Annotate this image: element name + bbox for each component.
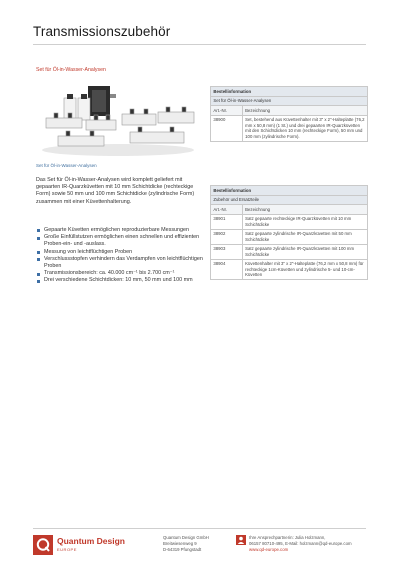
article-description: Küvettenhalter mit 3" x 2"-Halteplatte (76,2 mm x 50,8 mm) für rechteckige 1cm-Küvetten und zylindrische 5- und 10-cm-Küvetten: [242, 259, 367, 279]
table-row: [211, 214, 368, 229]
order-table-set: [210, 86, 368, 142]
address-line: Quantum Design GmbH: [163, 535, 209, 540]
product-photo: [38, 80, 198, 158]
website-link[interactable]: www.qd-europe.com: [249, 547, 289, 552]
table-column-headers: [211, 106, 368, 116]
table-subheader: Set für Öl-in-Wasser-Analysen: [211, 96, 368, 106]
table-header: Bestellinformation: [211, 87, 368, 97]
contact-icon: [236, 535, 246, 545]
article-number: 38904: [211, 259, 243, 279]
logo-brand-text: Quantum Design: [57, 536, 126, 546]
column-header-desc: Bezeichnung: [242, 205, 367, 215]
table-subheader: Zubehör und Ersatzteile: [211, 195, 368, 205]
list-item: Messung von leichtflüchtigen Proben: [36, 249, 208, 256]
article-number: 38903: [211, 244, 243, 259]
page-title: Transmissionszubehör: [33, 24, 171, 39]
article-number: 38901: [211, 214, 243, 229]
footer-divider: [33, 528, 366, 529]
article-description: Set, bestehend aus Küvettenhalter mit 3" x 2"-Halteplatte (76,2 mm x 50,8 mm) (1 St.) und drei gepaarten IR-Quarzküvetten mit den Schichtdicken 10 mm (rechteckige Form), 50 mm und 100 mm (zylindrische Form).: [242, 115, 367, 141]
table-header: Bestellinformation: [211, 186, 368, 196]
article-description: Satz gepaarte zylindrische IR-Quarzküvetten mit 100 mm Schichtdicke: [242, 244, 367, 259]
section-heading: Set für Öl-in-Wasser-Analysen: [36, 67, 106, 73]
table-row: [211, 229, 368, 244]
logo-subtext: EUROPE: [57, 547, 77, 552]
list-item: Verschlussstopfen verhindern das Verdampfen von leichtflüchtigen Proben: [36, 256, 208, 270]
contact-line: 06157 80710-495, E-Mail: holzmann@qd-europe.com: [249, 541, 352, 546]
table-row: [211, 244, 368, 259]
article-description: Satz gepaarte zylindrische IR-Quarzküvetten mit 50 mm Schichtdicke: [242, 229, 367, 244]
column-header-art: Art.-Nr.: [211, 205, 243, 215]
company-address: [163, 535, 209, 553]
table-column-headers: [211, 205, 368, 215]
table-row: [211, 115, 368, 141]
feature-list: [36, 227, 208, 285]
list-item: Große Einfüllstutzen ermöglichen einen schnellen und effizienten Proben-ein- und -auslass.: [36, 234, 208, 248]
table-subheader-row: [211, 195, 368, 205]
table-row: [211, 259, 368, 279]
list-item: Transmissionsbereich: ca. 40.000 cm⁻¹ bis 2.700 cm⁻¹: [36, 270, 208, 277]
article-number: 38900: [211, 115, 243, 141]
address-line: D-64319 Pfungstadt: [163, 547, 202, 552]
table-header-row: [211, 186, 368, 196]
order-table-accessories: [210, 185, 368, 280]
intro-paragraph: Das Set für Öl-in-Wasser-Analysen wird komplett geliefert mit gepaarten IR-Quarzküvetten mit 10 mm Schichtdicke (rechteckige Form) sowie 50 mm und 100 mm Schichtdicke (zylindrische Form) zusammen mit einer Küvettenhalterung.: [36, 177, 195, 205]
column-header-art: Art.-Nr.: [211, 106, 243, 116]
article-number: 38902: [211, 229, 243, 244]
photo-caption: Set für Öl-in-Wasser-Analysen: [36, 163, 97, 168]
contact-line: Ihre Ansprechpartnerin: Julia Holzmann,: [249, 535, 326, 540]
address-line: Breitwiesenweg 9: [163, 541, 197, 546]
contact-info: [249, 535, 379, 553]
list-item: Drei verschiedene Schichtdicken: 10 mm, 50 mm und 100 mm: [36, 277, 208, 284]
article-description: Satz gepaarte rechteckige IR-Quarzküvetten mit 10 mm Schichtdicke: [242, 214, 367, 229]
table-header-row: [211, 87, 368, 97]
table-subheader-row: [211, 96, 368, 106]
quantum-design-logo-icon: [33, 535, 53, 555]
title-divider: [33, 44, 366, 45]
list-item: Gepaarte Küvetten ermöglichen reproduzierbare Messungen: [36, 227, 208, 234]
column-header-desc: Bezeichnung: [242, 106, 367, 116]
